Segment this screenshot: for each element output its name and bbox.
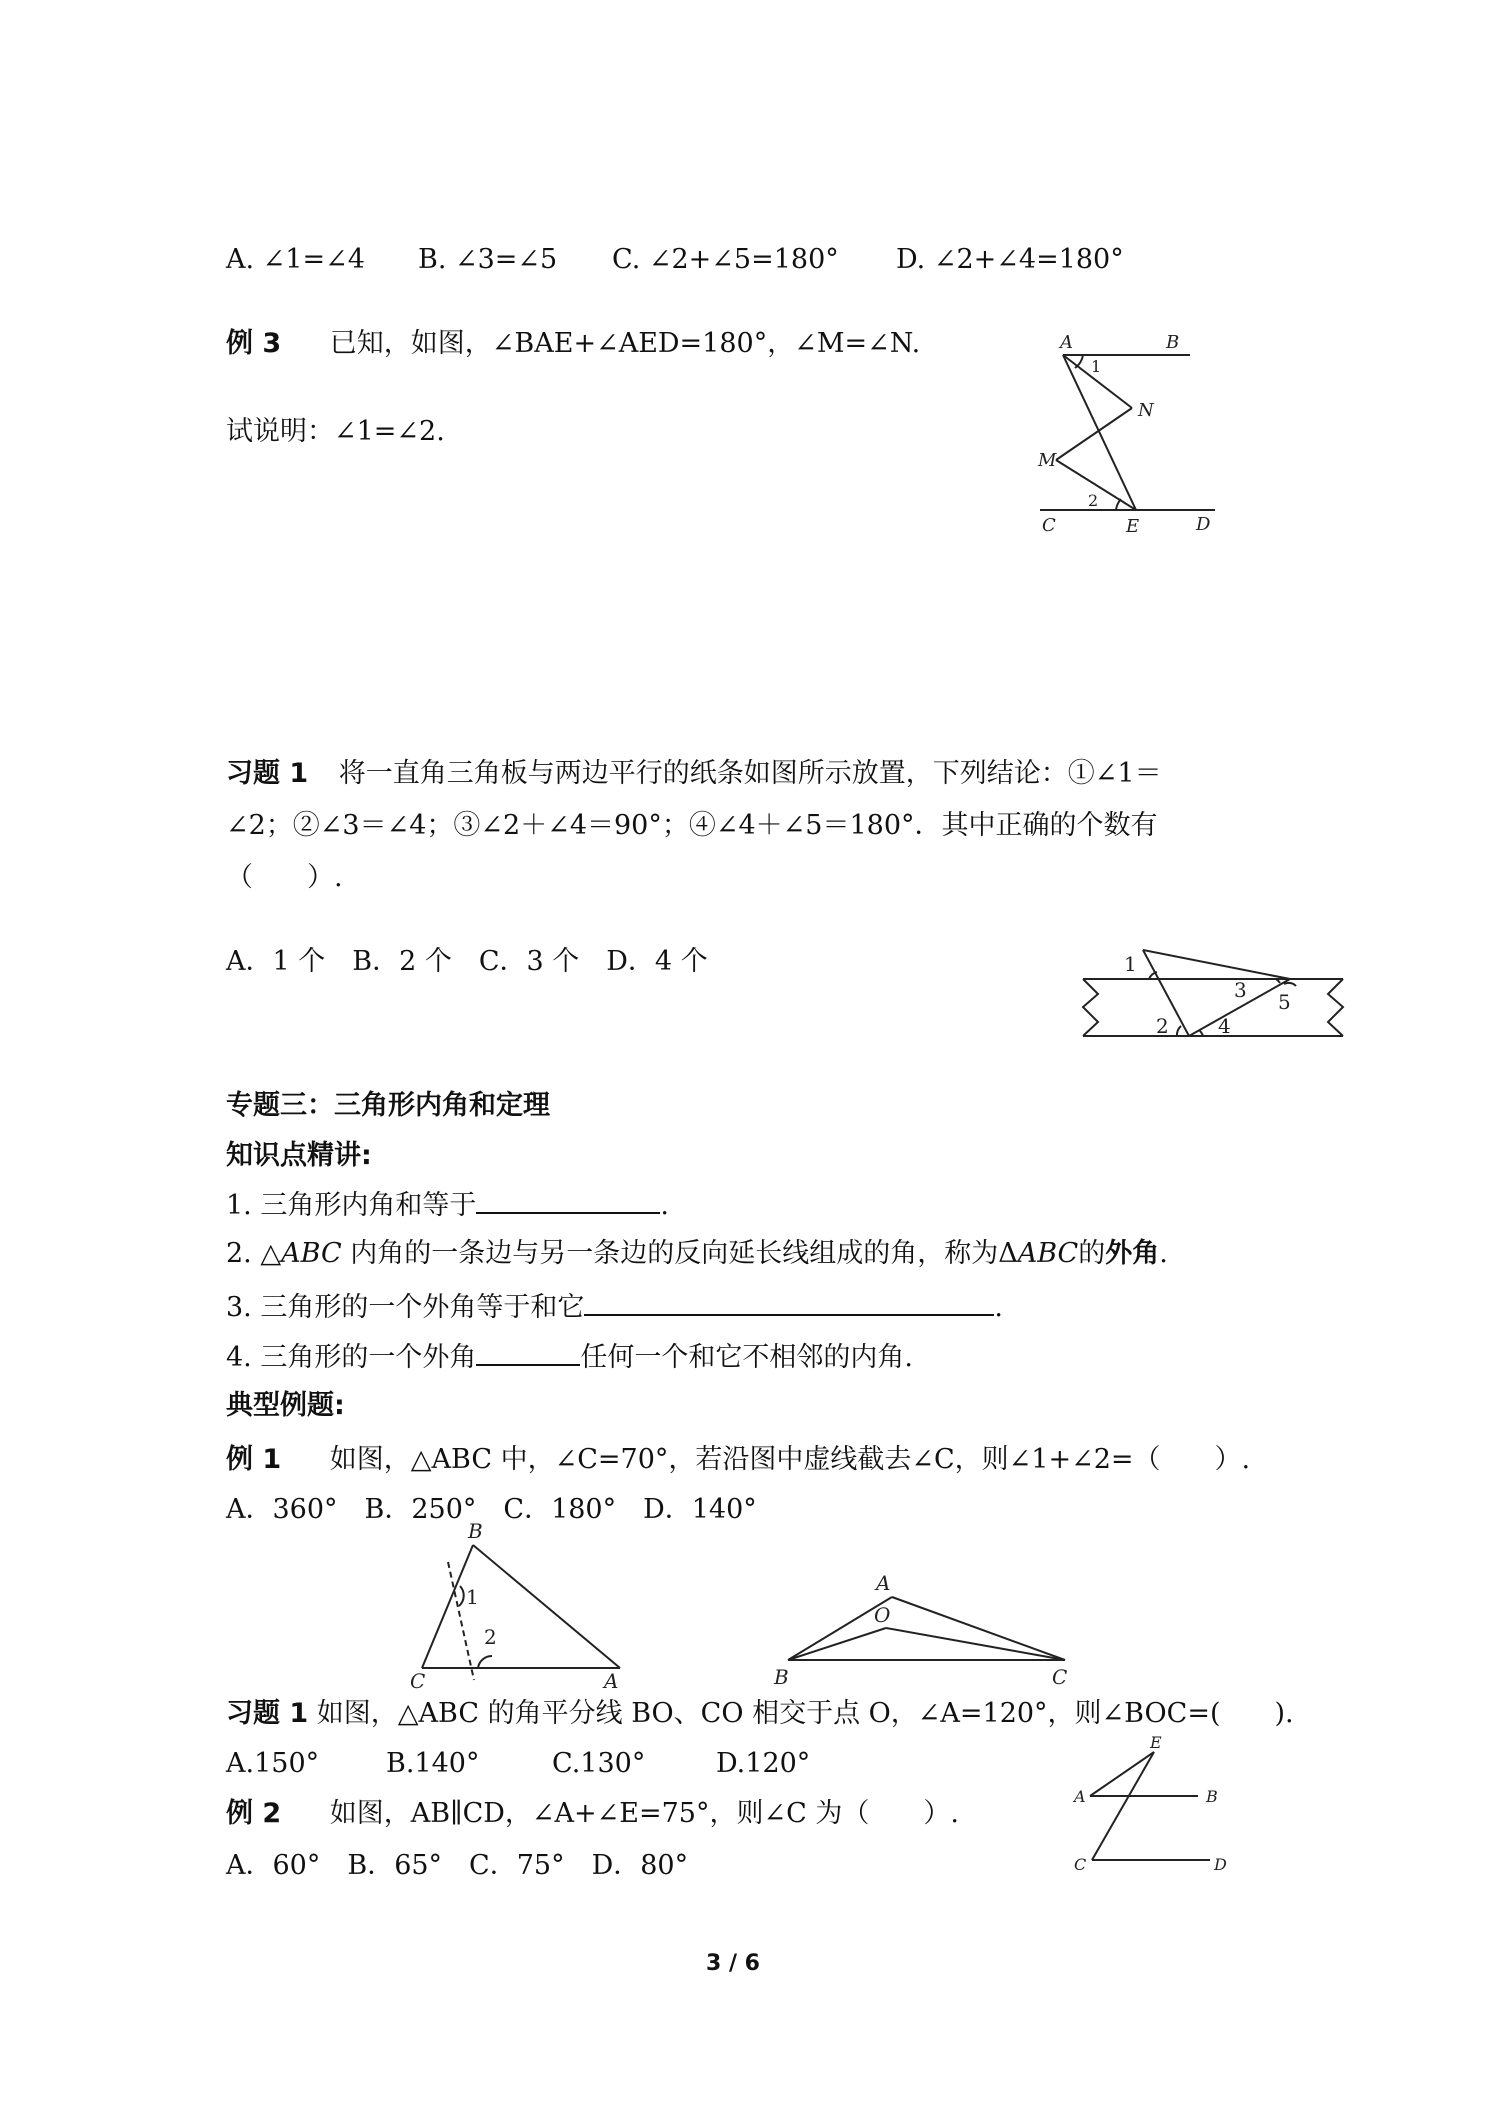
fig-label-a: A [1060, 332, 1073, 353]
exercise-label: 习题 1 [226, 1698, 309, 1729]
fig-label-o: O [874, 1603, 891, 1627]
exercise-text: 如图，△ABC 的角平分线 BO、CO 相交于点 O，∠A=120°，则∠BOC=( ). [316, 1698, 1294, 1729]
point-text: 4. 三角形的一个外角 [226, 1342, 477, 1373]
point-text: 3. 三角形的一个外角等于和它 [226, 1292, 585, 1323]
page-number: 3 / 6 [706, 1951, 760, 1976]
point-text: 内角的一条边与另一条边的反向延长线组成的角，称为Δ [341, 1238, 1018, 1269]
fig-label-a: A [604, 1669, 619, 1693]
t3-example-2-options: A．60° B．65° C．75° D．80° [226, 1850, 689, 1881]
t3-exercise-1-option-d: D.120° [716, 1748, 811, 1779]
exercise-text: 将一直角三角板与两边平行的纸条如图所示放置，下列结论：①∠1＝ [338, 758, 1162, 789]
typical-examples-title: 典型例题: [226, 1390, 345, 1421]
point-end: . [994, 1292, 1003, 1323]
point-text: 1. 三角形内角和等于 [226, 1190, 477, 1221]
fig-label-a: A [1074, 1787, 1086, 1806]
fig-label-c: C [1052, 1665, 1068, 1689]
point-text: 任何一个和它不相邻的内角. [580, 1342, 913, 1373]
fig-angle-2: 2 [1088, 491, 1099, 510]
fig-label-b: B [1166, 332, 1180, 353]
fig-label-c: C [1042, 515, 1056, 536]
example-text: 如图，△ABC 中，∠C=70°，若沿图中虚线截去∠C，则∠1+∠2=（ ）. [329, 1444, 1251, 1475]
option-c: C. ∠2+∠5=180° [612, 244, 839, 275]
fig-label-a: A [876, 1571, 891, 1595]
fig-label-n: N [1138, 400, 1154, 421]
option-b: B. ∠3=∠5 [418, 244, 558, 275]
fig-angle-3: 3 [1234, 978, 1247, 1002]
fig-label-c: C [410, 1669, 426, 1693]
example-label: 例 1 [226, 1444, 282, 1475]
answer-blank [476, 1186, 660, 1214]
knowledge-point-1 [226, 1186, 669, 1224]
example-3 [226, 326, 920, 362]
fig-angle-5: 5 [1278, 990, 1291, 1014]
exercise-1-line2: ∠2；②∠3＝∠4；③∠2＋∠4＝90°；④∠4＋∠5＝180°．其中正确的个数有 [226, 810, 1158, 841]
fig-angle-1: 1 [1124, 952, 1137, 976]
fig-label-c: C [1074, 1855, 1087, 1874]
t3-example-2 [226, 1796, 959, 1832]
example-label: 例 3 [226, 328, 282, 359]
t3-exercise-1-option-a: A.150° [226, 1748, 320, 1779]
knowledge-point-3 [226, 1288, 1003, 1326]
topic-title: 专题三：三角形内角和定理 [226, 1090, 550, 1121]
option-d: D. ∠2+∠4=180° [896, 244, 1124, 275]
point-end: . [1159, 1238, 1168, 1269]
fig-angle-2: 2 [1156, 1014, 1169, 1038]
knowledge-title: 知识点精讲: [226, 1140, 372, 1171]
fig-label-b: B [1206, 1787, 1218, 1806]
point-particle: 的 [1078, 1238, 1106, 1269]
knowledge-point-2 [226, 1236, 1168, 1272]
t3-example-1 [226, 1442, 1250, 1478]
t3-example-1-options: A．360° B．250° C．180° D．140° [226, 1494, 757, 1525]
example-prove-text: 试说明：∠1=∠2. [226, 416, 445, 447]
fig-label-m: M [1038, 450, 1057, 471]
exercise-1-line3: （ ）. [226, 862, 343, 893]
term-exterior-angle: 外角 [1105, 1238, 1160, 1269]
fig-label-d: D [1214, 1855, 1227, 1874]
option-a: A. ∠1=∠4 [226, 244, 365, 275]
t3-exercise-1-option-c: C.130° [552, 1748, 646, 1779]
answer-blank [476, 1338, 580, 1366]
fig-label-e: E [1126, 516, 1140, 537]
t3-exercise-1-option-b: B.140° [386, 1748, 480, 1779]
answer-blank [584, 1288, 994, 1316]
example-text: 如图，AB∥CD，∠A+∠E=75°，则∠C 为（ ）. [329, 1798, 959, 1829]
t3-exercise-1 [226, 1696, 1294, 1732]
exercise-label: 习题 1 [226, 758, 309, 789]
exercise-1-line1 [226, 756, 1162, 792]
fig-label-d: D [1196, 514, 1211, 535]
fig-angle-1: 1 [1091, 357, 1102, 376]
fig-label-b: B [468, 1519, 483, 1543]
triangle-name: ABC [281, 1238, 342, 1269]
fig-angle-1: 1 [466, 1585, 479, 1609]
fig-label-b: B [774, 1665, 789, 1689]
point-prefix: 2. △ [226, 1238, 282, 1269]
example-label: 例 2 [226, 1798, 282, 1829]
point-end: . [660, 1190, 669, 1221]
fig-angle-2: 2 [484, 1625, 497, 1649]
exercise-1-options: A．1 个 B．2 个 C．3 个 D．4 个 [226, 946, 708, 977]
knowledge-point-4 [226, 1338, 913, 1376]
fig-angle-4: 4 [1218, 1014, 1231, 1038]
example-text: 已知，如图，∠BAE+∠AED=180°，∠M=∠N. [329, 328, 921, 359]
triangle-name: ABC [1017, 1238, 1079, 1269]
fig-label-e: E [1150, 1733, 1162, 1752]
